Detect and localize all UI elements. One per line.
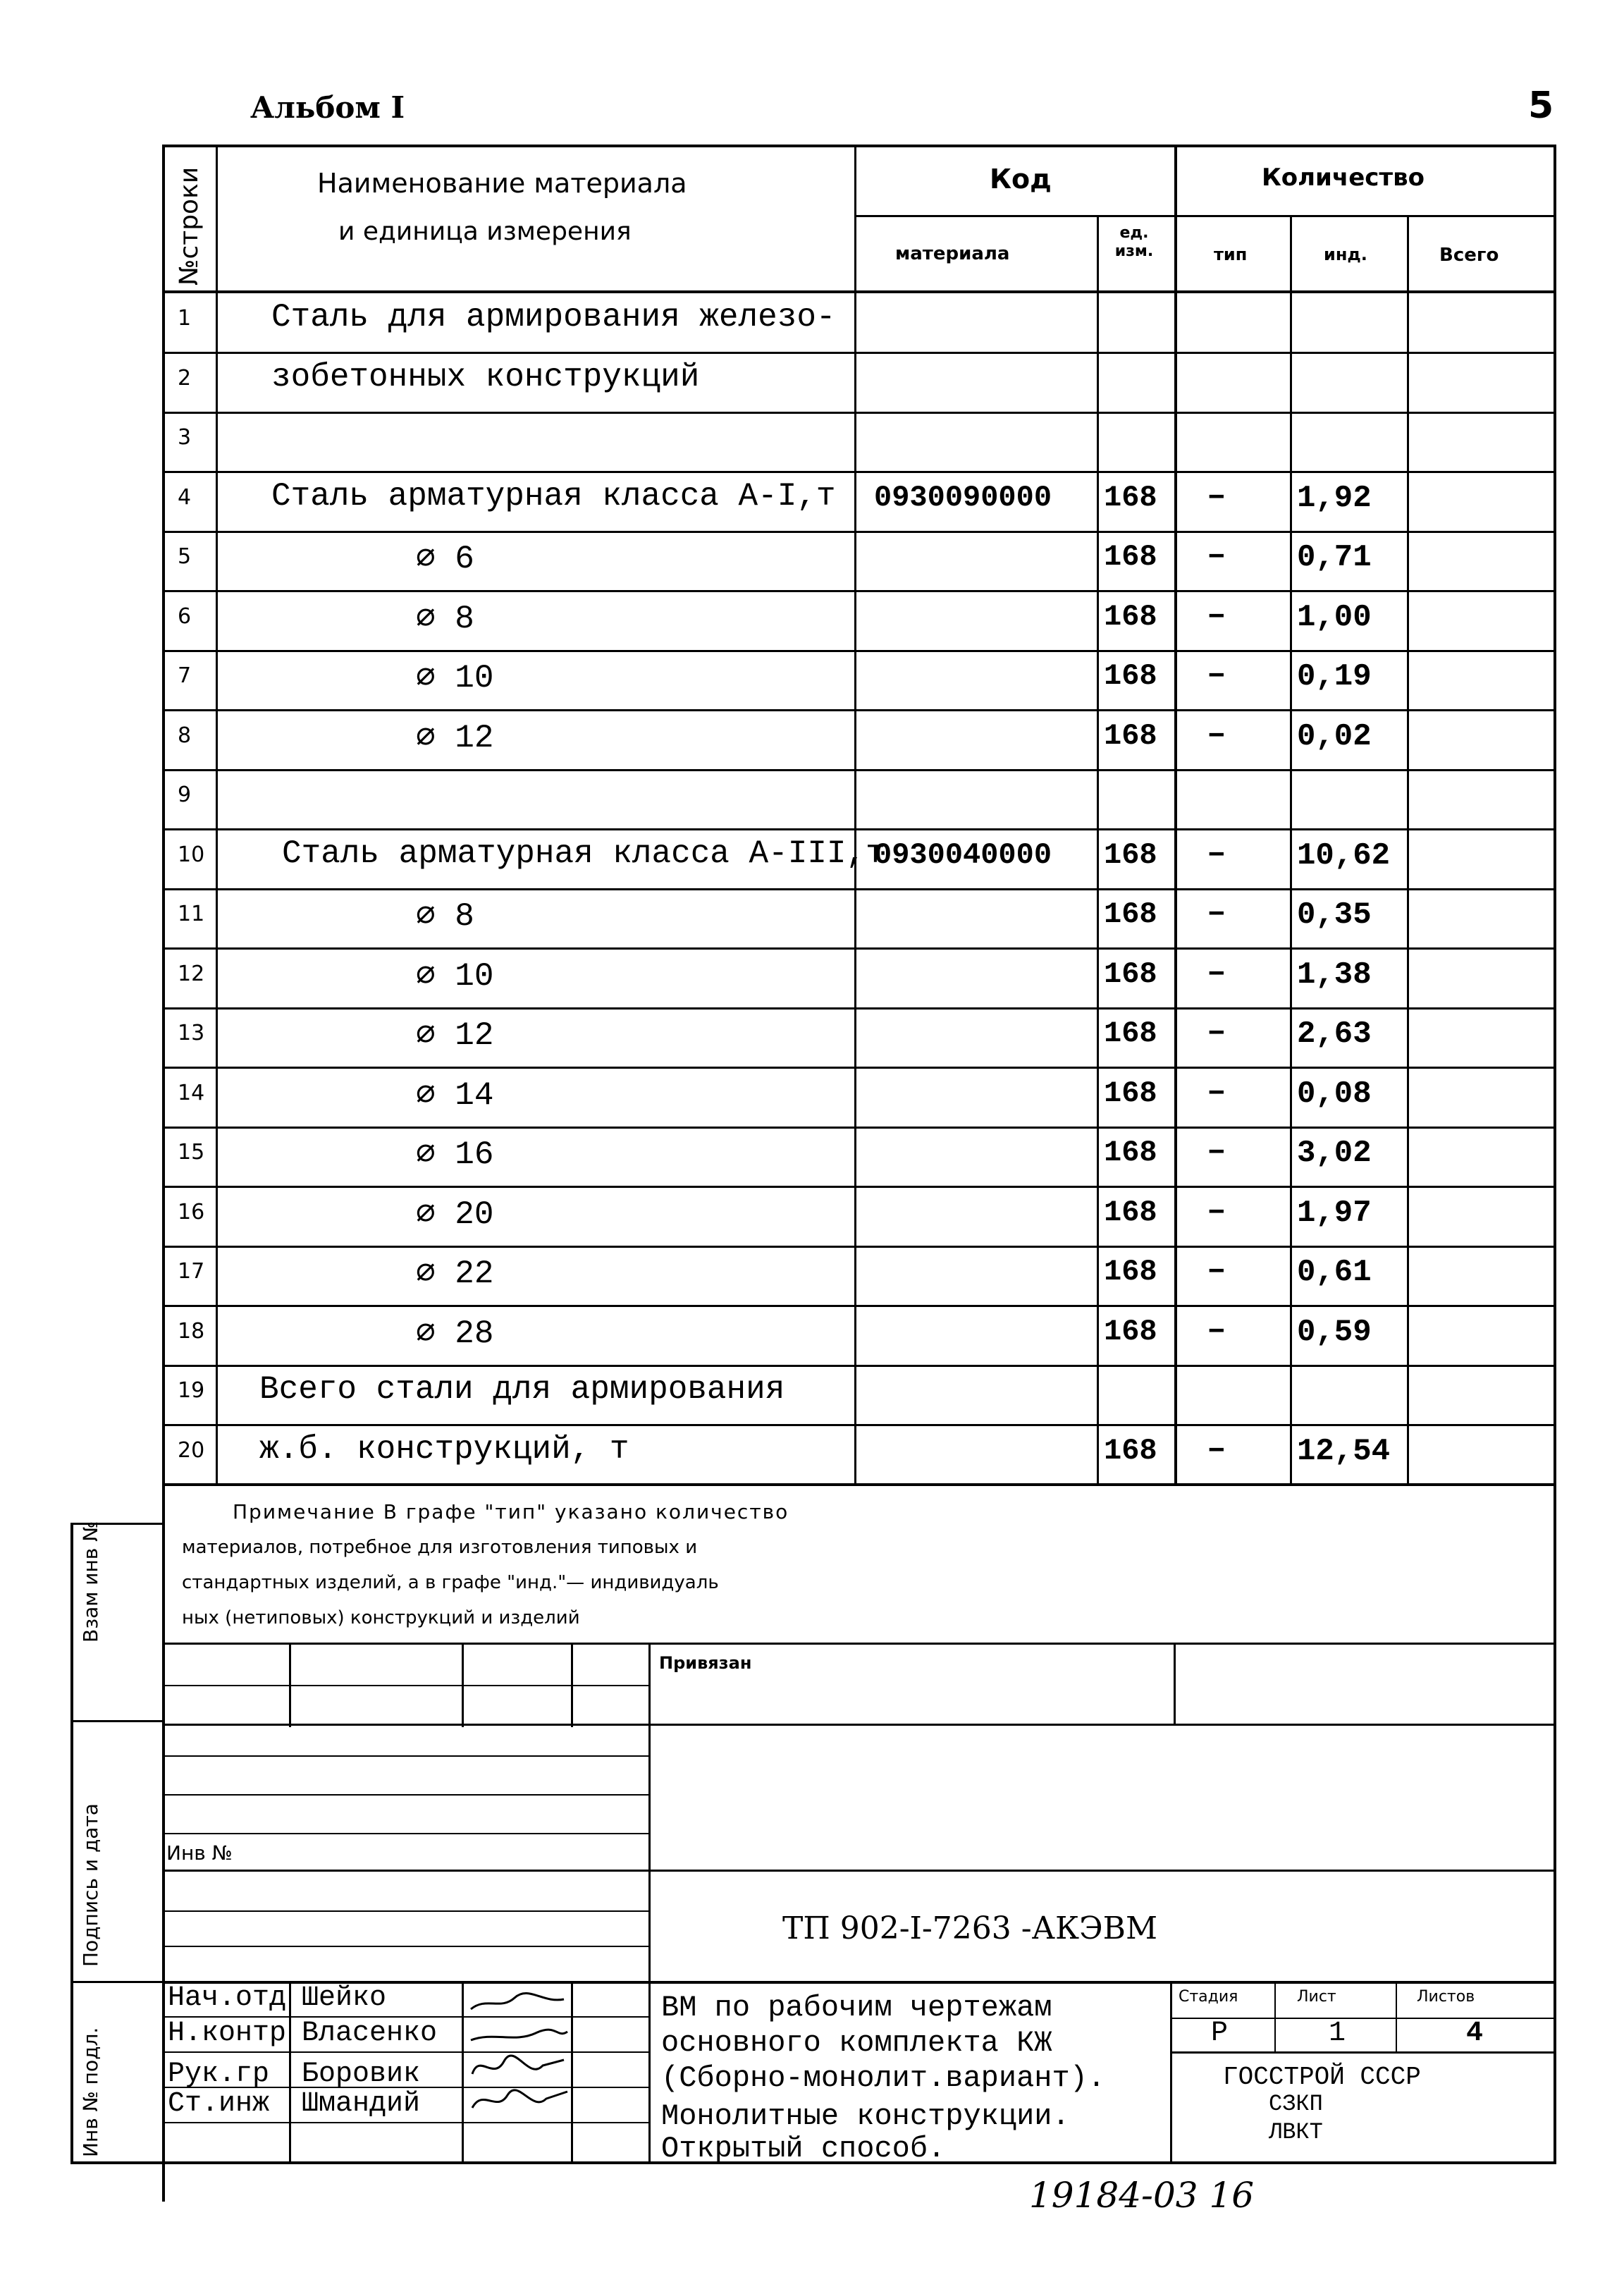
row-divider	[162, 590, 1556, 592]
row-unit: 168	[1104, 1434, 1157, 1468]
row-number: 6	[178, 604, 192, 629]
header-qty-ind: инд.	[1324, 245, 1367, 264]
name-borovik: Боровик	[302, 2058, 421, 2090]
row-ind: 0,35	[1297, 897, 1372, 933]
name-shmandiy: Шмандий	[302, 2088, 421, 2120]
row-unit: 168	[1104, 838, 1157, 872]
note-line1: Примечание В графе "тип" указано количество	[233, 1500, 789, 1523]
footer-number: 19184-03 16	[1029, 2175, 1255, 2216]
row-type: –	[1207, 537, 1226, 574]
row-number: 13	[178, 1021, 205, 1045]
row-ind: 1,38	[1297, 957, 1372, 993]
row-name: ∅ 10	[416, 660, 494, 696]
row-number: 17	[178, 1259, 205, 1284]
header-code-unit: ед. изм.	[1114, 224, 1154, 260]
row-type: –	[1207, 835, 1226, 872]
row-name: Сталь арматурная класса А-III,т	[282, 835, 885, 872]
row-unit: 168	[1104, 1255, 1157, 1289]
row-ind: 1,92	[1297, 481, 1372, 516]
row-type: –	[1207, 1312, 1226, 1349]
row-ind: 0,59	[1297, 1315, 1372, 1350]
note-line3: стандартных изделий, а в графе "инд."— индивидуаль	[182, 1572, 719, 1593]
row-number: 10	[178, 842, 205, 867]
row-type: –	[1207, 1252, 1226, 1289]
sheets-value: 4	[1466, 2018, 1484, 2049]
row-unit: 168	[1104, 600, 1157, 634]
header-qty: Количество	[1262, 164, 1425, 192]
side-label-inv-podl: Инв № подл.	[79, 2027, 102, 2157]
row-number: 18	[178, 1319, 205, 1344]
row-type: –	[1207, 1193, 1226, 1229]
row-name: ∅ 8	[416, 898, 474, 935]
row-divider	[162, 769, 1556, 771]
row-type: –	[1207, 1074, 1226, 1110]
header-qty-total: Всего	[1439, 245, 1499, 266]
title-line4: Монолитные конструкции.	[661, 2099, 1070, 2133]
row-type: –	[1207, 895, 1226, 931]
stage-value: Р	[1211, 2018, 1229, 2049]
row-name: ∅ 12	[416, 720, 494, 756]
row-unit: 168	[1104, 659, 1157, 693]
side-label-podpis: Подпись и дата	[79, 1803, 102, 1967]
role-st-inzh: Ст.инж	[168, 2088, 270, 2120]
signatures	[465, 1982, 571, 2123]
row-ind: 0,71	[1297, 540, 1372, 575]
row-type: –	[1207, 597, 1226, 634]
header-name-line1: Наименование материала	[317, 168, 687, 199]
row-name: ∅ 14	[416, 1077, 494, 1114]
row-divider	[162, 828, 1556, 830]
row-divider	[162, 1127, 1556, 1129]
page-corner-number: 5	[1528, 85, 1554, 127]
name-vlasenko: Власенко	[302, 2018, 438, 2049]
row-ind: 0,08	[1297, 1076, 1372, 1112]
row-type: –	[1207, 955, 1226, 991]
name-sheyko: Шейко	[302, 1982, 387, 2014]
album-label: Альбом I	[250, 90, 405, 125]
row-unit: 168	[1104, 540, 1157, 574]
row-ind: 0,02	[1297, 719, 1372, 754]
row-number: 5	[178, 544, 192, 569]
row-number: 2	[178, 366, 192, 391]
row-divider	[162, 1365, 1556, 1367]
title-line5: Открытый способ.	[661, 2132, 946, 2166]
note-line4: ных (нетиповых) конструкций и изделий	[182, 1607, 580, 1628]
row-name: Сталь арматурная класса А-I,т	[271, 478, 836, 515]
row-number: 20	[178, 1438, 205, 1463]
org-line1: ГОССТРОЙ СССР	[1223, 2063, 1421, 2092]
row-divider	[162, 888, 1556, 890]
row-divider	[162, 1246, 1556, 1248]
row-ind: 10,62	[1297, 838, 1391, 873]
row-divider	[162, 1007, 1556, 1010]
row-ind: 2,63	[1297, 1017, 1372, 1052]
row-divider	[162, 352, 1556, 354]
row-divider	[162, 1484, 1556, 1486]
row-unit: 168	[1104, 957, 1157, 991]
row-divider	[162, 531, 1556, 533]
role-ruk-gr: Рук.гр	[168, 2058, 270, 2090]
stage-label: Стадия	[1179, 1988, 1238, 2006]
row-unit: 168	[1104, 897, 1157, 931]
row-type: –	[1207, 1014, 1226, 1050]
title-line2: основного комплекта КЖ	[661, 2026, 1052, 2060]
row-number: 12	[178, 962, 205, 986]
row-number: 7	[178, 663, 192, 688]
row-type: –	[1207, 1133, 1226, 1170]
row-name: ∅ 6	[416, 541, 474, 577]
sheet-label: Лист	[1297, 1988, 1336, 2006]
row-name: Сталь для армирования железо-	[271, 299, 836, 336]
row-type: –	[1207, 716, 1226, 753]
sheets-label: Листов	[1417, 1988, 1475, 2006]
row-divider	[162, 650, 1556, 652]
row-number: 19	[178, 1378, 205, 1403]
row-ind: 12,54	[1297, 1434, 1391, 1469]
row-name: зобетонных конструкций	[271, 359, 700, 395]
row-number: 1	[178, 306, 192, 331]
row-unit: 168	[1104, 1076, 1157, 1110]
row-name: ∅ 12	[416, 1017, 494, 1054]
row-divider	[162, 947, 1556, 950]
row-ind: 0,19	[1297, 659, 1372, 694]
header-code-material: материала	[895, 243, 1010, 264]
role-nach-otd: Нач.отд	[168, 1982, 287, 2014]
row-unit: 168	[1104, 481, 1157, 515]
row-name: ж.б. конструкций, т	[259, 1431, 629, 1468]
title-line3: (Сборно-монолит.вариант).	[661, 2061, 1106, 2095]
document-code: ТП 902-I-7263 -АКЭВМ	[782, 1910, 1158, 1946]
org-line3: ЛВКТ	[1269, 2119, 1323, 2145]
sheet-value: 1	[1329, 2018, 1346, 2049]
header-name-line2: и единица измерения	[338, 217, 632, 246]
row-name: ∅ 8	[416, 601, 474, 637]
row-number: 9	[178, 783, 192, 807]
row-name: ∅ 16	[416, 1136, 494, 1173]
row-unit: 168	[1104, 1017, 1157, 1050]
row-unit: 168	[1104, 1196, 1157, 1229]
row-divider	[162, 412, 1556, 414]
header-qty-type: тип	[1214, 245, 1248, 264]
header-row-no: №строки	[175, 166, 204, 286]
row-unit: 168	[1104, 1315, 1157, 1349]
note-line2: материалов, потребное для изготовления типовых и	[182, 1537, 698, 1558]
row-divider	[162, 1067, 1556, 1069]
role-n-kontr: Н.контр	[168, 2018, 287, 2049]
row-divider	[162, 471, 1556, 473]
row-divider	[162, 1305, 1556, 1307]
row-divider	[162, 1424, 1556, 1426]
row-number: 4	[178, 485, 192, 510]
row-divider	[162, 709, 1556, 711]
row-divider	[162, 1186, 1556, 1188]
row-number: 3	[178, 425, 192, 450]
row-code: 0930090000	[874, 481, 1052, 515]
row-ind: 1,00	[1297, 600, 1372, 635]
row-name: Всего стали для армирования	[259, 1371, 785, 1408]
header-code: Код	[990, 164, 1052, 195]
row-type: –	[1207, 1431, 1226, 1468]
row-number: 16	[178, 1200, 205, 1225]
row-type: –	[1207, 478, 1226, 515]
row-number: 11	[178, 902, 205, 926]
row-code: 0930040000	[874, 838, 1052, 872]
row-type: –	[1207, 656, 1226, 693]
privyazan-label: Привязан	[659, 1653, 752, 1673]
row-ind: 3,02	[1297, 1136, 1372, 1171]
row-unit: 168	[1104, 719, 1157, 753]
side-label-vzam: Взам инв №	[79, 1521, 102, 1643]
row-name: ∅ 28	[416, 1315, 494, 1352]
row-name: ∅ 20	[416, 1196, 494, 1233]
row-unit: 168	[1104, 1136, 1157, 1170]
inv-no-label: Инв №	[166, 1841, 233, 1865]
title-line1: ВМ по рабочим чертежам	[661, 1991, 1052, 2025]
row-number: 8	[178, 723, 192, 748]
row-ind: 1,97	[1297, 1196, 1372, 1231]
row-name: ∅ 10	[416, 958, 494, 995]
org-line2: СЗКП	[1269, 2091, 1323, 2117]
row-number: 15	[178, 1140, 205, 1165]
row-ind: 0,61	[1297, 1255, 1372, 1290]
row-number: 14	[178, 1081, 205, 1105]
row-name: ∅ 22	[416, 1256, 494, 1292]
